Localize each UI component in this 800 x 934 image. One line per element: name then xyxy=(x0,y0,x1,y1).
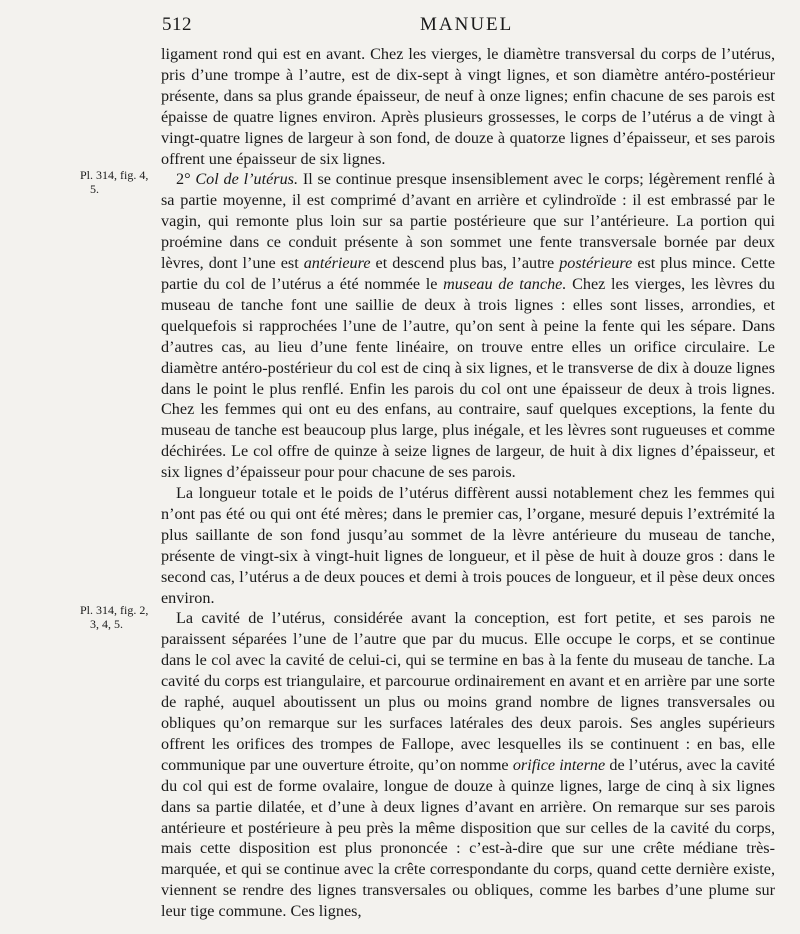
section-heading: Col de l’utérus. xyxy=(195,170,299,189)
text-column xyxy=(161,44,775,922)
text-run: La cavité de l’utérus, considérée avant la conception, est fort petite, et ses parois ne paraissent séparées l’une de l’autre que par du mucus. Elle occupe le corps, et se continue dans le col avec la cavité de celui-ci, qui se termine en bas à la fente du museau de tanche. La cavité du corps est triangulaire, et parcourue ordinairement en avant et en arrière par une sorte de raphé, auquel aboutissent un plus ou moins grand nombre de lignes transversales ou obliques qu’on remarque sur les surfaces latérales des deux parois. Ses angles supérieurs offrent les orifices des trompes de Fallope, avec lesquelles ils se continuent : en bas, elle communique par une ouverture étroite, qu’on nomme xyxy=(161,609,775,774)
text-run: Chez les vierges, les lèvres du museau de tanche font une saillie de deux à trois lignes : elles sont lisses, arrondies, et quelquefois si rapprochées l’une de l’autre, qu’on sent à peine la fente qui les sépare. Dans d’autres cas, au lieu d’une fente linéaire, on trouve entre elles un orifice circulaire. Le diamètre antéro-postérieur du col est de cinq à six lignes, et le transverse de dix à douze lignes dans le point le plus renflé. Enfin les parois du col ont une épaisseur de deux à trois lignes. Chez les femmes qui ont eu des enfans, au contraire, sauf quelques exceptions, la fente du museau de tanche est beaucoup plus large, plus inégale, et les lèvres sont rugueuses et comme déchirées. Le col offre de quinze à seize lignes de largeur, de huit à dix lignes d’épaisseur, et six lignes d’épaisseur pour pour chacune de ses parois. xyxy=(161,274,776,482)
paragraph-length-weight: La longueur totale et le poids de l’utérus diffèrent aussi notablement chez les femmes qui n’ont pas été ou qui ont été mères; dans le premier cas, l’organe, mesuré depuis l’extrémité la plus saillante de son fond jusqu’au sommet de la lèvre antérieure du museau de tanche, présente de vingt-six à vingt-huit lignes de longueur, et il pèse de huit à douze gros : dans le second cas, l’utérus a de deux pouces et demi à trois pouces de longueur, et il pèse deux onces environ. xyxy=(161,484,775,607)
text-run: Il se continue presque insensiblement avec le corps; légèrement renflé à sa partie moyenne, il est comprimé d’avant en arrière et cylindroïde : il est embrassé par le vagin, qui remonte plus loin sur sa partie postérieure que sur l’antérieure. La portion qui proémine dans ce conduit présente à son sommet une fente transversale bornée par deux lèvres, dont l’une est xyxy=(161,170,776,273)
text-run: et descend plus bas, l’autre xyxy=(375,254,555,273)
italic-term: orifice interne xyxy=(512,755,606,774)
section-number: 2° xyxy=(176,170,191,189)
margin-note-plate-ref-1 xyxy=(80,168,160,196)
margin-note-plate-ref-2 xyxy=(80,603,160,631)
margin-note-line: 5. xyxy=(90,182,99,196)
margin-note-line: Pl. 314, fig. 4, xyxy=(80,168,149,182)
page-number: 512 xyxy=(162,14,192,35)
italic-term: postérieure xyxy=(559,254,633,273)
italic-term: museau de tanche. xyxy=(443,274,567,293)
margin-note-line: Pl. 314, fig. 2, xyxy=(80,603,149,617)
paragraph-uterine-cavity xyxy=(161,608,775,922)
paragraph-uterus-body-dimensions: ligament rond qui est en avant. Chez les vierges, le diamètre transversal du corps de l’utérus, pris d’une trompe à l’autre, est de dix-sept à vingt lignes, et son diamètre antéro-postérieur présente, dans sa plus grande épaisseur, de neuf à onze lignes; enfin chacune de ses parois est épaisse de quatre lignes environ. Après plusieurs grossesses, le corps de l’utérus a de vingt à vingt-quatre lignes de largeur à son fond, de douze à quatorze lignes d’épaisseur, et ses parois offrent une épaisseur de six lignes. xyxy=(161,45,775,168)
text-run: est plus mince. Cette partie du col de l’utérus a été nommée le xyxy=(161,254,776,293)
running-title: MANUEL xyxy=(420,14,514,35)
margin-note-line: 3, 4, 5. xyxy=(90,617,123,631)
text-run: de l’utérus, avec la cavité du col qui est de forme ovalaire, longue de douze à quinze lignes, large de cinq à six lignes dans sa partie dilatée, et d’une à deux lignes d’avant en arrière. On remarque sur ses parois antérieure et postérieure à peu près la même disposition que sur celles de la cavité du corps, mais cette disposition est plus prononcée : c’est-à-dire que sur une crête médiane très-marquée, et qui se continue avec la crête correspondante du corps, quand cette dernière existe, viennent se rendre des lignes transversales ou obliques, comme les barbes d’une plume sur leur tige commune. Ces lignes, xyxy=(161,755,775,921)
page-header xyxy=(0,14,800,40)
paragraph-cervix xyxy=(161,169,775,483)
italic-term: antérieure xyxy=(303,254,371,273)
